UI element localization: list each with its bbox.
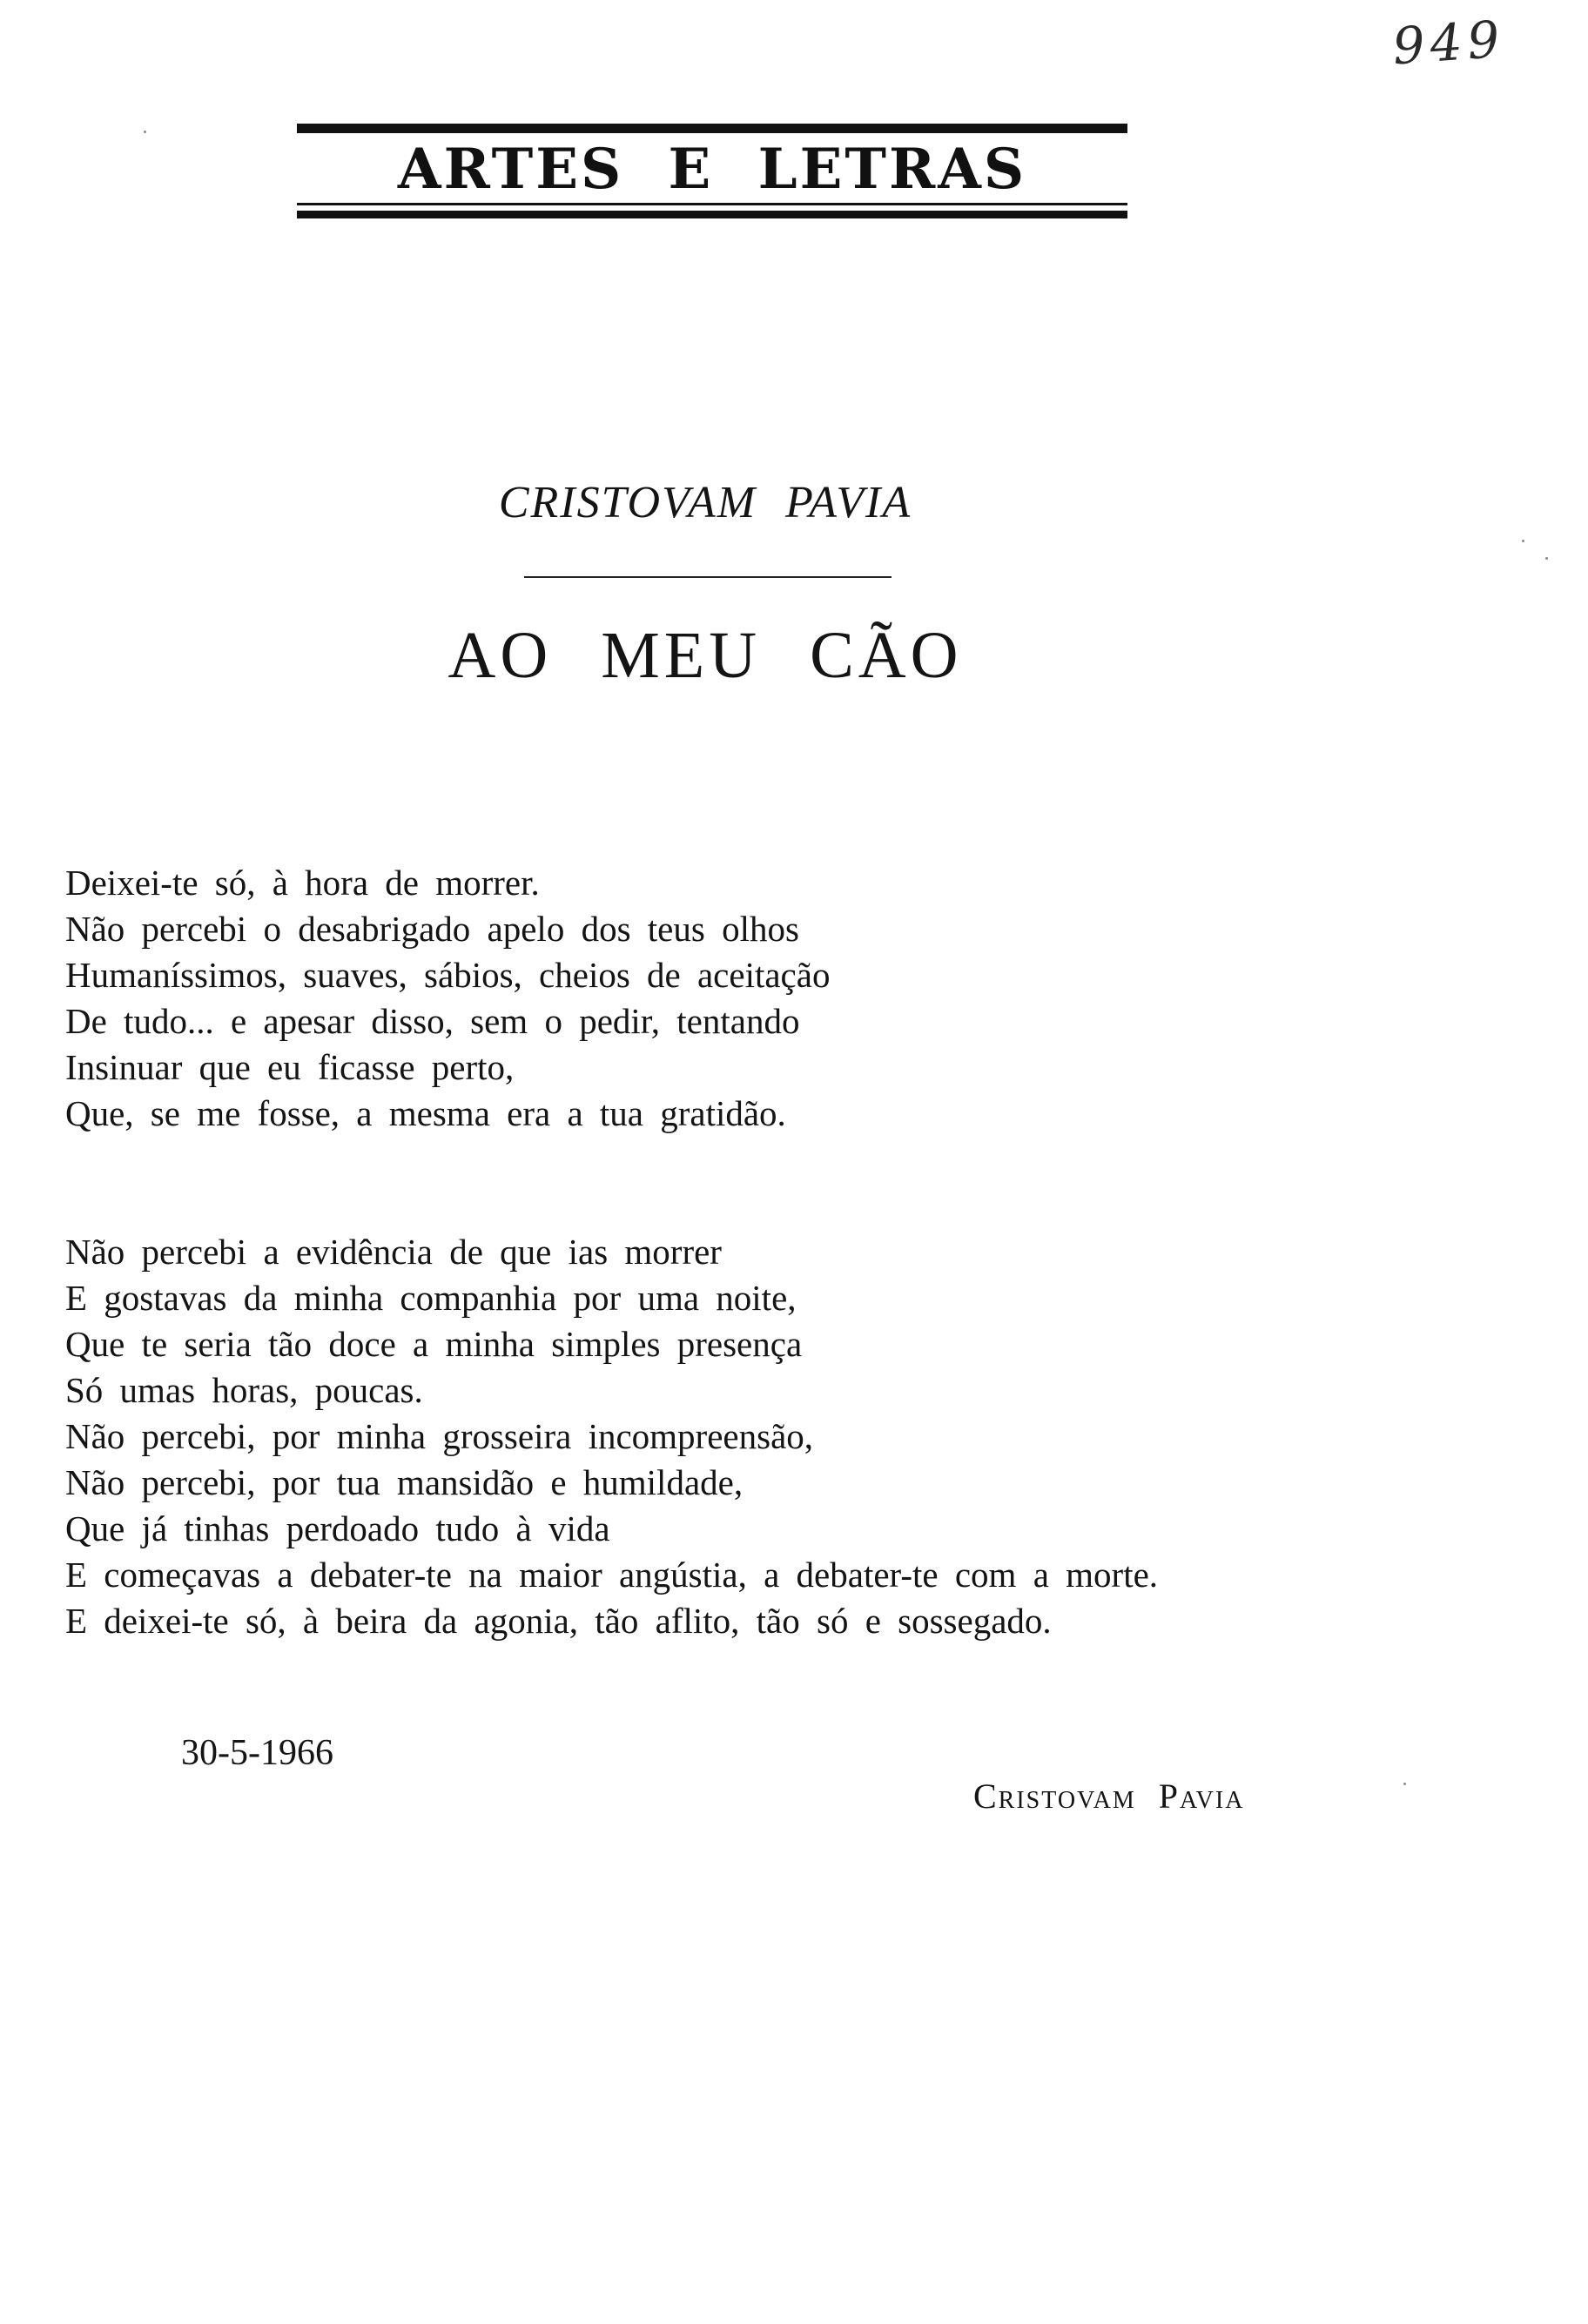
scan-speck xyxy=(144,131,146,133)
scan-speck xyxy=(1545,557,1548,560)
stanza-1 xyxy=(65,860,1371,1137)
author-heading: CRISTOVAM PAVIA xyxy=(498,478,912,527)
section-masthead xyxy=(297,124,1127,221)
scan-speck xyxy=(1522,540,1524,542)
poem-line: Humaníssimos, suaves, sábios, cheios de aceitação xyxy=(65,955,831,995)
poem-line: Não percebi, por tua mansidão e humildade, xyxy=(65,1462,744,1502)
poem-line: Não percebi a evidência de que ias morrer xyxy=(65,1232,722,1272)
poem-line: E deixei-te só, à beira da agonia, tão aflito, tão só e sossegado. xyxy=(65,1601,1052,1641)
poem-line: Que te seria tão doce a minha simples presença xyxy=(65,1324,803,1364)
poem-line: Insinuar que eu ficasse perto, xyxy=(65,1047,515,1087)
author-signature: Cristovam Pavia xyxy=(973,1777,1245,1816)
poem-title: AO MEU CÃO xyxy=(447,619,963,692)
poem-body xyxy=(65,860,1371,1644)
poem-line: Não percebi, por minha grosseira incompreensão, xyxy=(65,1416,814,1456)
masthead-thin-rule xyxy=(297,203,1127,205)
handwritten-page-number: 949 xyxy=(1390,9,1507,77)
poem-line: De tudo... e apesar disso, sem o pedir, tentando xyxy=(65,1001,800,1041)
masthead-top-rule xyxy=(297,124,1127,133)
poem-line: Só umas horas, poucas. xyxy=(65,1370,423,1410)
stanza-2 xyxy=(65,1229,1371,1644)
poem-line: Deixei-te só, à hora de morrer. xyxy=(65,863,540,903)
title-divider xyxy=(524,576,892,578)
scan-speck xyxy=(1403,1783,1406,1785)
poem-line: Que já tinhas perdoado tudo à vida xyxy=(65,1508,610,1548)
poem-line: Não percebi o desabrigado apelo dos teus olhos xyxy=(65,909,799,949)
poem-date: 30-5-1966 xyxy=(181,1733,333,1773)
poem-line: Que, se me fosse, a mesma era a tua gratidão. xyxy=(65,1093,786,1133)
poem-line: E começavas a debater-te na maior angústia, a debater-te com a morte. xyxy=(65,1555,1159,1595)
section-title: ARTES E LETRAS xyxy=(397,137,1027,202)
poem-line: E gostavas da minha companhia por uma noite, xyxy=(65,1278,797,1318)
masthead-bottom-rule xyxy=(297,211,1127,218)
